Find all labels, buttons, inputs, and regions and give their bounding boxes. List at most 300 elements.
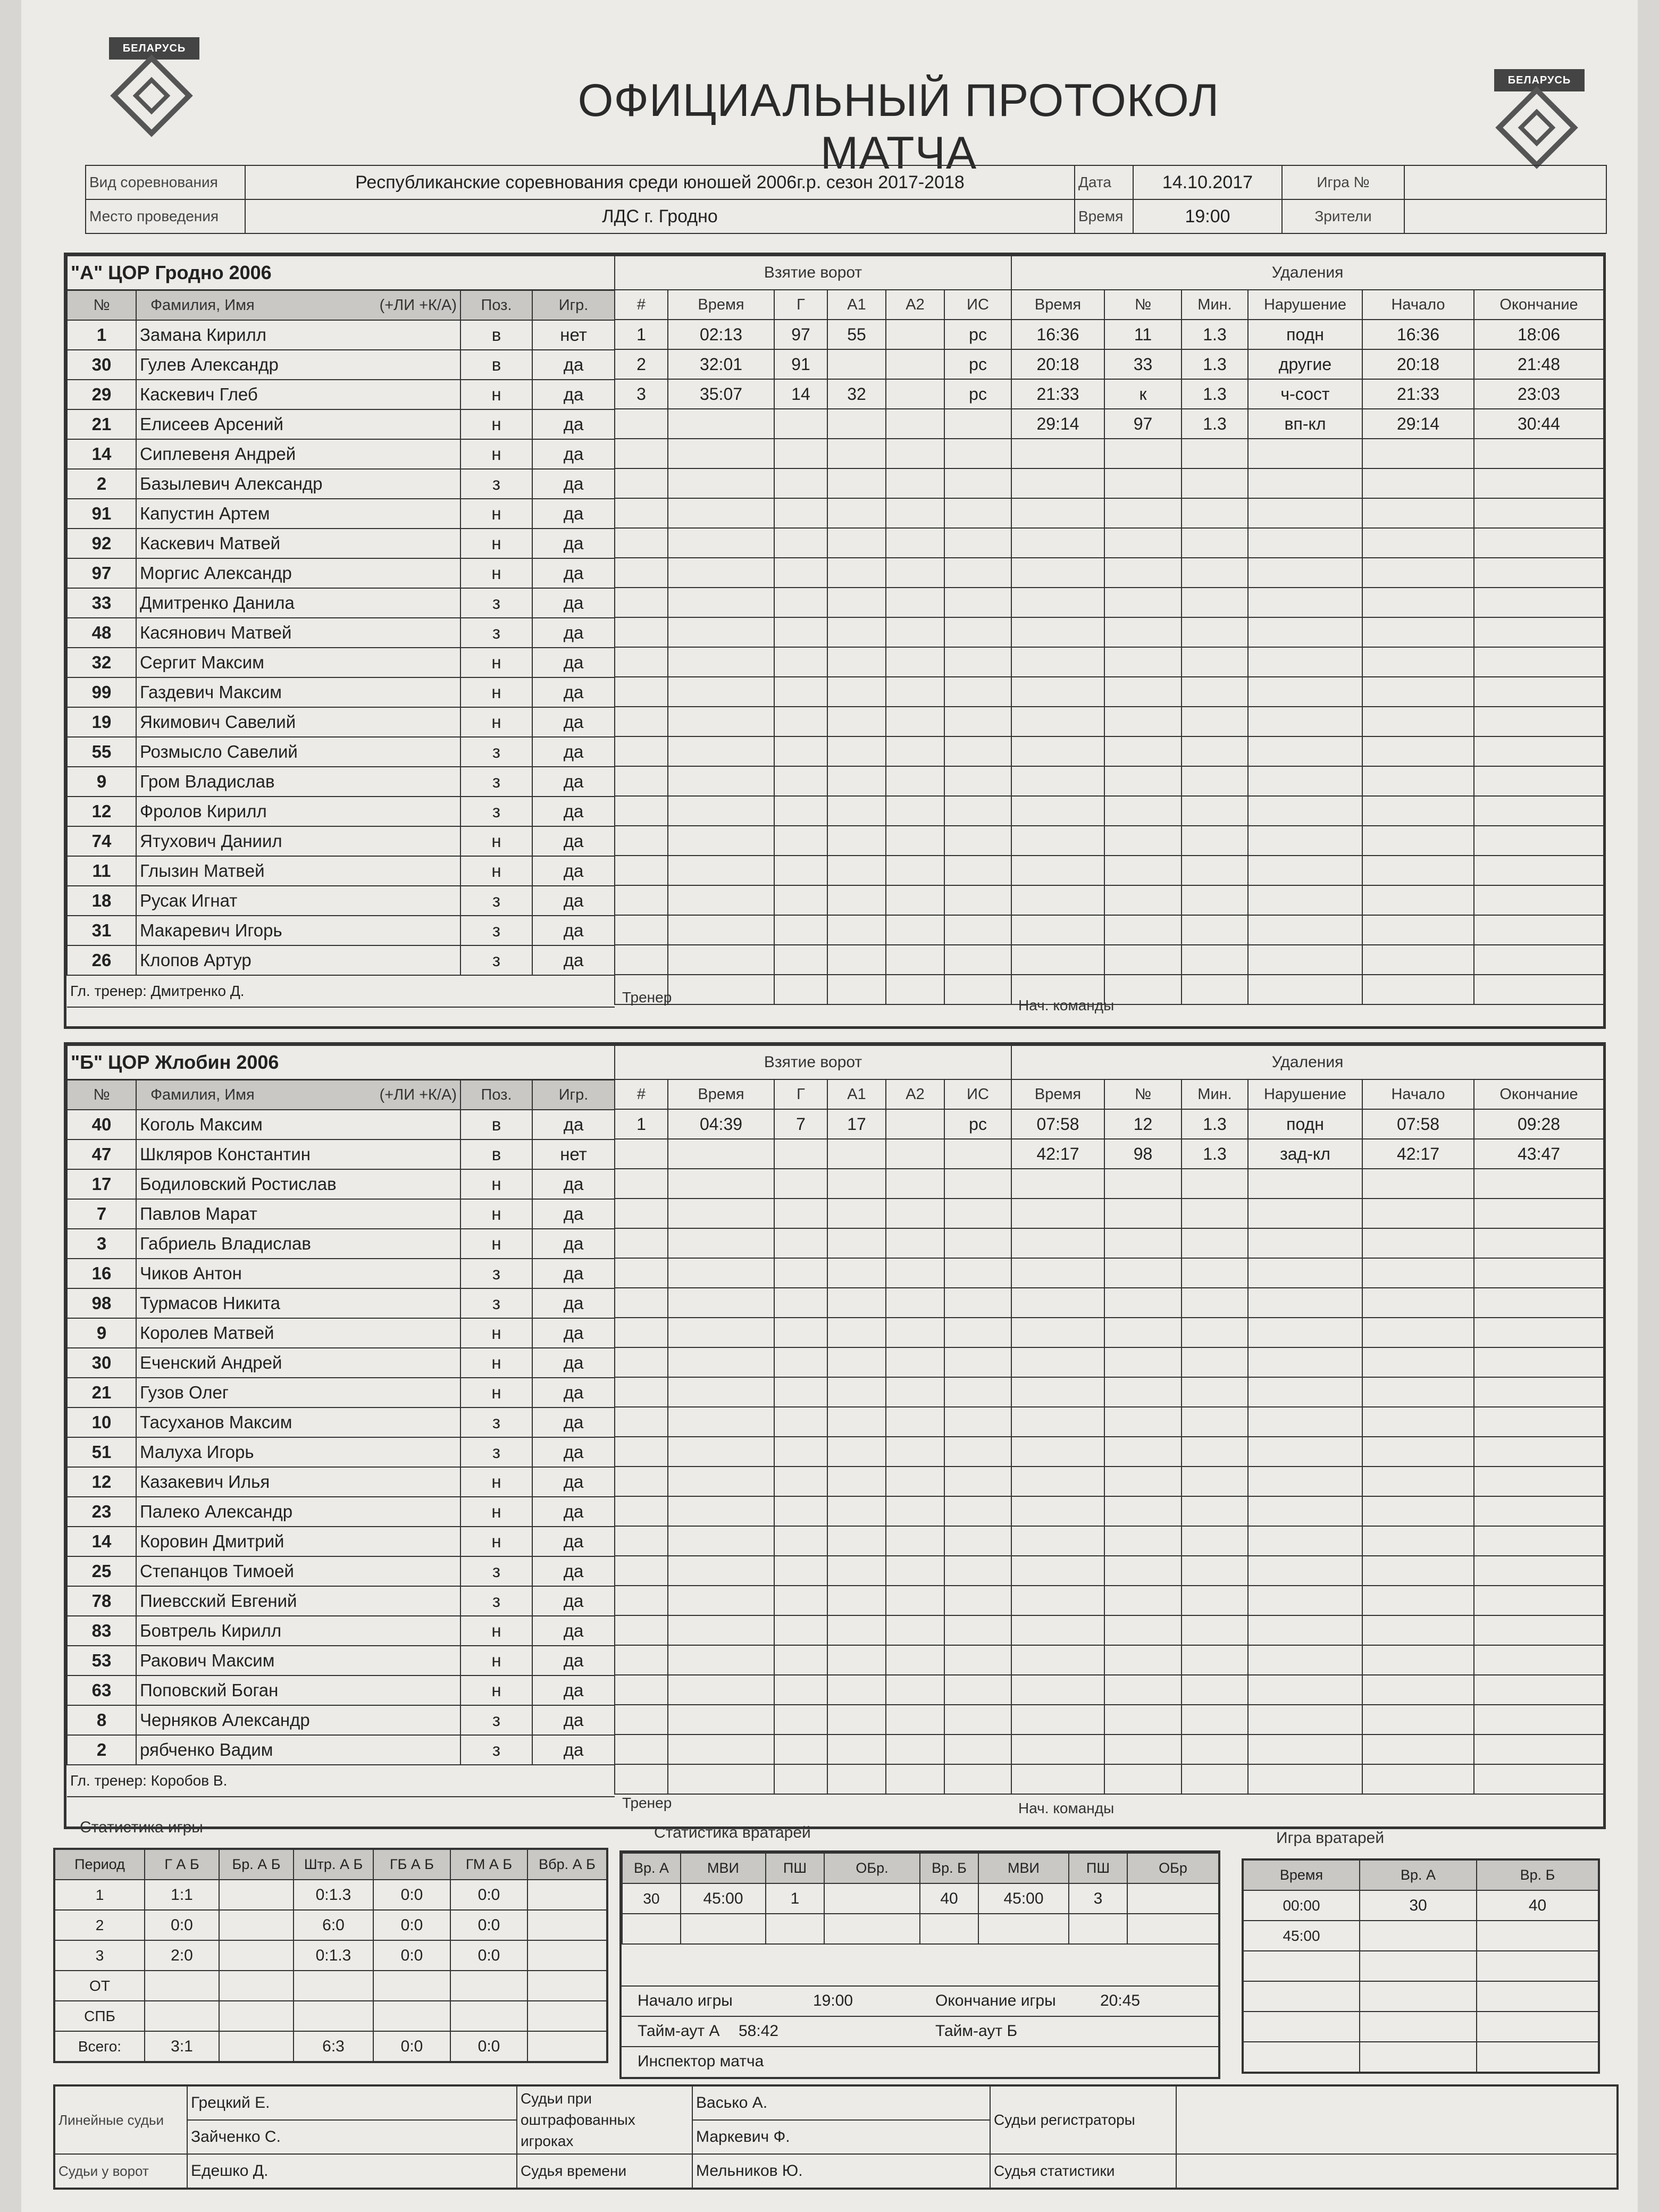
gk-play-header-cell: Вр. А (1360, 1859, 1477, 1890)
penalty-start (1362, 1258, 1474, 1288)
player-number: 33 (67, 588, 136, 618)
penalty-num (1104, 975, 1182, 1004)
goal-g (774, 1467, 827, 1496)
player-number: 2 (67, 469, 136, 499)
penalty-row (1011, 1199, 1604, 1228)
game-stats-header-cell: ГМ А Б (450, 1849, 527, 1880)
penalty-inf (1248, 558, 1362, 588)
penalty-inf (1248, 1556, 1362, 1586)
player-position: н (460, 648, 532, 677)
player-name: Турмасов Никита (136, 1288, 460, 1318)
player-played: да (532, 529, 615, 558)
penalty-end (1474, 1735, 1604, 1764)
goal-is (944, 1735, 1011, 1764)
penalty-min (1182, 1347, 1248, 1377)
penalty-num (1104, 736, 1182, 766)
player-name: Якимович Савелий (136, 707, 460, 737)
team-name: "Б" ЦОР Жлобин 2006 (67, 1045, 615, 1080)
player-played: да (532, 499, 615, 529)
player-position: н (460, 1646, 532, 1675)
goal-time (668, 1615, 774, 1645)
player-played: да (532, 916, 615, 945)
player-position: з (460, 1407, 532, 1437)
goal-row (615, 856, 1011, 885)
goal-time (668, 1586, 774, 1615)
penalty-time (1011, 588, 1104, 617)
goal-a1 (827, 1139, 886, 1169)
penalty-inf (1248, 647, 1362, 677)
goal-a2 (886, 796, 944, 826)
game-stats-cell: 1:1 (145, 1880, 219, 1910)
penalty-num (1104, 617, 1182, 647)
col-name (136, 290, 460, 321)
player-name: Глызин Матвей (136, 856, 460, 886)
goal-row (615, 766, 1011, 796)
goal-a2 (886, 1645, 944, 1675)
goal-time (668, 1318, 774, 1347)
penalty-num (1104, 1258, 1182, 1288)
penalty-time (1011, 647, 1104, 677)
penalty-end: 21:48 (1474, 349, 1604, 379)
goal-row (615, 1467, 1011, 1496)
goal-g (774, 1199, 827, 1228)
goal-is (944, 1139, 1011, 1169)
gk-play-cell (1360, 1921, 1477, 1951)
penalty-time (1011, 1228, 1104, 1258)
penalty-end (1474, 439, 1604, 468)
game-no-value (1404, 165, 1606, 199)
goal-col-g_a1: А1 (827, 1079, 886, 1109)
penalty-min (1182, 558, 1248, 588)
head-coach: Гл. тренер: Дмитренко Д. (67, 975, 615, 1007)
penalty-num (1104, 498, 1182, 528)
penalty-end: 09:28 (1474, 1109, 1604, 1139)
penalty-start (1362, 1615, 1474, 1645)
goal-g (774, 885, 827, 915)
penalty-end (1474, 1467, 1604, 1496)
player-number: 18 (67, 886, 136, 916)
penalty-time (1011, 439, 1104, 468)
goal-a1 (827, 736, 886, 766)
penalty-start (1362, 826, 1474, 856)
penalty-time (1011, 1288, 1104, 1318)
player-number: 23 (67, 1497, 136, 1527)
penalty-start (1362, 1764, 1474, 1794)
goal-row (615, 677, 1011, 707)
player-played: да (532, 886, 615, 916)
goal-g (774, 1258, 827, 1288)
player-number: 53 (67, 1646, 136, 1675)
player-played: да (532, 350, 615, 380)
goal-g (774, 647, 827, 677)
penalty-start (1362, 617, 1474, 647)
player-played: да (532, 439, 615, 469)
player-row (67, 618, 615, 648)
goal-g (774, 1645, 827, 1675)
penalty-time: 07:58 (1011, 1109, 1104, 1139)
penalty-time (1011, 1526, 1104, 1556)
game-stats-cell: 1 (54, 1880, 145, 1910)
col-play: Игр. (532, 290, 615, 321)
penalty-end (1474, 856, 1604, 885)
player-played: да (532, 737, 615, 767)
goal-g (774, 736, 827, 766)
penalty-start (1362, 1645, 1474, 1675)
penalty-inf (1248, 588, 1362, 617)
goal-is (944, 1228, 1011, 1258)
col-cap-label: (+ЛИ +К/А) (379, 296, 457, 314)
officials-table (53, 2084, 1619, 2190)
gk-play-row (1243, 1890, 1599, 1921)
goal-time (668, 1258, 774, 1288)
penalty-time (1011, 766, 1104, 796)
date-value: 14.10.2017 (1133, 165, 1282, 199)
goal-col-g_a1: А1 (827, 290, 886, 320)
goal-is (944, 647, 1011, 677)
goal-a2 (886, 975, 944, 1004)
goal-idx (615, 1735, 668, 1764)
goal-time (668, 439, 774, 468)
penalty-end: 18:06 (1474, 320, 1604, 349)
penalty-end (1474, 1347, 1604, 1377)
penalty-start (1362, 885, 1474, 915)
penalty-inf (1248, 439, 1362, 468)
penalty-min (1182, 528, 1248, 558)
penalty-end (1474, 766, 1604, 796)
goal-col-g_time: Время (668, 290, 774, 320)
player-played: да (532, 588, 615, 618)
goal-row (615, 1407, 1011, 1437)
goal-is (944, 945, 1011, 975)
game-stats-cell (294, 2001, 373, 2031)
goal-row (615, 1347, 1011, 1377)
goal-g (774, 1437, 827, 1467)
player-row (67, 499, 615, 529)
player-position: з (460, 737, 532, 767)
goal-is (944, 617, 1011, 647)
player-name: Капустин Артем (136, 499, 460, 529)
goal-row (615, 1288, 1011, 1318)
player-position: н (460, 499, 532, 529)
player-position: з (460, 469, 532, 499)
goal-a1 (827, 1705, 886, 1735)
pen-col-p_min: Мин. (1182, 290, 1248, 320)
game-end-label: Окончание игры (935, 1992, 1056, 2009)
penalty-min (1182, 1169, 1248, 1199)
penalty-min (1182, 915, 1248, 945)
gk-play-cell (1477, 1981, 1599, 2012)
goal-a1 (827, 1407, 886, 1437)
goal-a2 (886, 1318, 944, 1347)
player-name: Елисеев Арсений (136, 409, 460, 439)
goal-time (668, 766, 774, 796)
goal-g (774, 1288, 827, 1318)
penalty-time (1011, 826, 1104, 856)
penalty-inf: другие (1248, 349, 1362, 379)
penalty-num (1104, 1496, 1182, 1526)
penalty-min (1182, 1705, 1248, 1735)
goal-g (774, 915, 827, 945)
player-row (67, 588, 615, 618)
goal-is: рс (944, 379, 1011, 409)
penalty-min (1182, 647, 1248, 677)
penalty-start (1362, 1347, 1474, 1377)
gk-play-cell: 40 (1477, 1890, 1599, 1921)
goal-is (944, 1615, 1011, 1645)
pen-col-p_end: Окончание (1474, 290, 1604, 320)
game-stats-cell: ОТ (54, 1971, 145, 2001)
penalty-end (1474, 1496, 1604, 1526)
goal-time (668, 558, 774, 588)
goal-row (615, 885, 1011, 915)
game-stats-cell (219, 2031, 294, 2062)
goal-g (774, 1556, 827, 1586)
player-name: Ракович Максим (136, 1646, 460, 1675)
penalty-inf (1248, 1496, 1362, 1526)
game-stats-cell (527, 2001, 607, 2031)
penalty-start: 16:36 (1362, 320, 1474, 349)
game-stats-cell (219, 1880, 294, 1910)
goal-row (615, 736, 1011, 766)
gk-stats-header-cell: Вр. А (622, 1853, 681, 1883)
player-played: да (532, 1497, 615, 1527)
penalty-inf (1248, 677, 1362, 707)
goal-a1 (827, 647, 886, 677)
penalty-row (1011, 1556, 1604, 1586)
goal-row (615, 1735, 1011, 1764)
penalty-time (1011, 1318, 1104, 1347)
gk-stats-cell: 45:00 (978, 1883, 1069, 1914)
player-number: 98 (67, 1288, 136, 1318)
goal-a1 (827, 1258, 886, 1288)
player-name: Коровин Дмитрий (136, 1527, 460, 1556)
player-row (67, 1318, 615, 1348)
player-position: в (460, 350, 532, 380)
penalty-inf: подн (1248, 1109, 1362, 1139)
goal-a2 (886, 1467, 944, 1496)
penalty-inf (1248, 1318, 1362, 1347)
goal-a2 (886, 439, 944, 468)
penalty-min (1182, 796, 1248, 826)
penalty-time: 20:18 (1011, 349, 1104, 379)
penalty-row (1011, 885, 1604, 915)
penalty-num (1104, 1377, 1182, 1407)
penalty-row (1011, 1407, 1604, 1437)
gk-play-cell: 45:00 (1243, 1921, 1360, 1951)
penalty-time (1011, 677, 1104, 707)
goal-time (668, 1437, 774, 1467)
penalty-num: к (1104, 379, 1182, 409)
goal-time (668, 528, 774, 558)
player-number: 11 (67, 856, 136, 886)
goal-a2 (886, 945, 944, 975)
goal-row (615, 1615, 1011, 1645)
penalty-num (1104, 1169, 1182, 1199)
penalty-inf (1248, 1258, 1362, 1288)
goal-a1 (827, 677, 886, 707)
player-number: 2 (67, 1735, 136, 1765)
goal-a1 (827, 915, 886, 945)
game-stats-cell (219, 1940, 294, 1971)
penalty-end (1474, 707, 1604, 736)
goal-idx (615, 1764, 668, 1794)
penalty-min (1182, 885, 1248, 915)
penalty-time (1011, 1258, 1104, 1288)
game-start-value: 19:00 (813, 1992, 853, 2009)
goal-g (774, 617, 827, 647)
penalty-start: 07:58 (1362, 1109, 1474, 1139)
player-played: да (532, 1646, 615, 1675)
penalty-end (1474, 647, 1604, 677)
penalty-num (1104, 558, 1182, 588)
goal-idx (615, 1199, 668, 1228)
penalty-row (1011, 439, 1604, 468)
goal-a2 (886, 1377, 944, 1407)
penalty-time (1011, 1496, 1104, 1526)
penalty-inf: вп-кл (1248, 409, 1362, 439)
player-row (67, 1288, 615, 1318)
team-a-coach-label: Тренер (622, 989, 672, 1006)
penalty-start (1362, 528, 1474, 558)
player-name: Клопов Артур (136, 945, 460, 975)
goal-is (944, 1586, 1011, 1615)
player-row (67, 737, 615, 767)
penalty-min (1182, 707, 1248, 736)
goal-g (774, 1377, 827, 1407)
goal-idx (615, 1228, 668, 1258)
player-row (67, 707, 615, 737)
player-played: да (532, 1378, 615, 1407)
player-number: 14 (67, 439, 136, 469)
goal-row (615, 945, 1011, 975)
goal-is (944, 1645, 1011, 1675)
goal-time (668, 856, 774, 885)
penalty-num (1104, 856, 1182, 885)
penalty-min (1182, 1228, 1248, 1258)
gk-play-cell (1243, 2042, 1360, 2073)
player-number: 30 (67, 1348, 136, 1378)
penalty-time (1011, 1735, 1104, 1764)
team-a-penalties (1011, 255, 1604, 1005)
penalty-start (1362, 1407, 1474, 1437)
goal-a1 (827, 1645, 886, 1675)
penalty-inf (1248, 1437, 1362, 1467)
player-row (67, 826, 615, 856)
game-stats-cell: 3:1 (145, 2031, 219, 2062)
player-number: 16 (67, 1259, 136, 1288)
goal-is: рс (944, 349, 1011, 379)
penalty-start (1362, 647, 1474, 677)
col-name (136, 1080, 460, 1110)
gk-stats-cell (1069, 1914, 1127, 1944)
player-number: 25 (67, 1556, 136, 1586)
goal-is (944, 1675, 1011, 1705)
penalty-num (1104, 1586, 1182, 1615)
penalty-inf (1248, 1645, 1362, 1675)
player-name: рябченко Вадим (136, 1735, 460, 1765)
goal-g (774, 1526, 827, 1556)
player-position: з (460, 1288, 532, 1318)
pen-col-p_end: Окончание (1474, 1079, 1604, 1109)
player-row (67, 1467, 615, 1497)
penalty-start (1362, 677, 1474, 707)
player-position: н (460, 558, 532, 588)
game-stats-cell (373, 2001, 450, 2031)
penalty-min (1182, 1258, 1248, 1288)
penalty-inf (1248, 1228, 1362, 1258)
goal-idx (615, 1347, 668, 1377)
penalty-end (1474, 885, 1604, 915)
penalty-row (1011, 498, 1604, 528)
goal-a2 (886, 885, 944, 915)
penalty-end (1474, 1586, 1604, 1615)
goal-row (615, 379, 1011, 409)
goal-a1 (827, 1318, 886, 1347)
goal-is (944, 915, 1011, 945)
penalty-time (1011, 1645, 1104, 1675)
game-stats-header (54, 1849, 607, 1880)
goal-a2 (886, 409, 944, 439)
penalty-min (1182, 1199, 1248, 1228)
gk-play-header-cell: Время (1243, 1859, 1360, 1890)
logo-text: БЕЛАРУСЬ (109, 37, 199, 60)
goal-row (615, 1318, 1011, 1347)
gk-play-cell (1477, 2042, 1599, 2073)
goal-a1 (827, 558, 886, 588)
game-stats-header-cell: Штр. А Б (294, 1849, 373, 1880)
game-stats-cell: 0:0 (145, 1910, 219, 1940)
game-stats-header-cell: Период (54, 1849, 145, 1880)
goal-a1 (827, 409, 886, 439)
player-number: 99 (67, 677, 136, 707)
penalty-min (1182, 617, 1248, 647)
goal-a1 (827, 856, 886, 885)
penalty-num (1104, 439, 1182, 468)
penalty-min (1182, 1645, 1248, 1675)
penalty-row (1011, 1467, 1604, 1496)
player-position: з (460, 797, 532, 826)
spectators-label: Зрители (1282, 199, 1404, 233)
penalty-num (1104, 647, 1182, 677)
col-pos: Поз. (460, 1080, 532, 1110)
player-position: н (460, 1199, 532, 1229)
goal-a1 (827, 1556, 886, 1586)
player-position: н (460, 380, 532, 409)
player-position: в (460, 1110, 532, 1139)
penalty-end (1474, 945, 1604, 975)
penalty-min: 1.3 (1182, 409, 1248, 439)
game-stats-cell (527, 1940, 607, 1971)
goal-time (668, 915, 774, 945)
goal-time: 02:13 (668, 320, 774, 349)
goal-row (615, 1139, 1011, 1169)
goal-a2 (886, 1199, 944, 1228)
goal-a2 (886, 1139, 944, 1169)
goal-a2 (886, 1437, 944, 1467)
goal-a2 (886, 1258, 944, 1288)
goal-time: 35:07 (668, 379, 774, 409)
game-stats-cell (219, 1910, 294, 1940)
player-played: да (532, 1169, 615, 1199)
penalty-end (1474, 617, 1604, 647)
player-row (67, 380, 615, 409)
player-number: 47 (67, 1139, 136, 1169)
goal-a1 (827, 1228, 886, 1258)
goal-time (668, 945, 774, 975)
player-position: з (460, 1735, 532, 1765)
penalty-row (1011, 558, 1604, 588)
goal-is (944, 1199, 1011, 1228)
